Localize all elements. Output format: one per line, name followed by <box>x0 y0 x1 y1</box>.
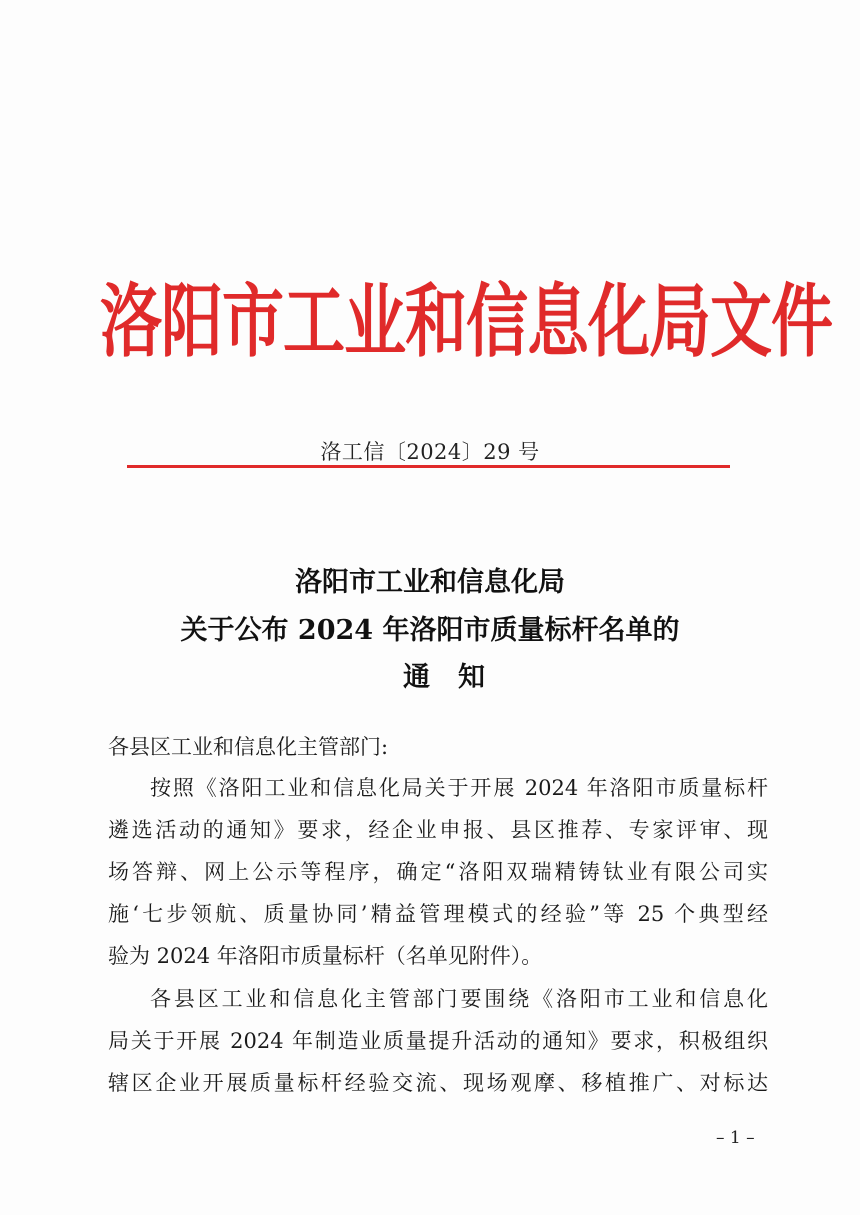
paragraph-line: 施‘七步领航、质量协同’精益管理模式的经验”等 25 个典型经 <box>108 902 768 926</box>
body-paragraph-1 <box>108 767 768 977</box>
paragraph-line: 场答辩、网上公示等程序，确定“洛阳双瑞精铸钛业有限公司实 <box>108 860 768 884</box>
page-number: – 1 – <box>716 1128 755 1148</box>
red-divider-line <box>127 465 730 468</box>
paragraph-line: 验为 2024 年洛阳市质量标杆（名单见附件）。 <box>108 944 543 968</box>
salutation: 各县区工业和信息化主管部门: <box>108 735 389 759</box>
document-number: 洛工信〔2024〕29 号 <box>320 440 540 464</box>
masthead-title: 洛阳市工业和信息化局文件 <box>100 274 833 369</box>
notice-title-line-2: 关于公布 2024 年洛阳市质量标杆名单的 <box>180 615 680 646</box>
paragraph-line: 各县区工业和信息化主管部门要围绕《洛阳市工业和信息化 <box>150 987 768 1011</box>
body-paragraph-2 <box>108 978 768 1104</box>
paragraph-line: 辖区企业开展质量标杆经验交流、现场观摩、移植推广、对标达 <box>108 1071 768 1095</box>
paragraph-line: 遴选活动的通知》要求，经企业申报、县区推荐、专家评审、现 <box>108 818 768 842</box>
paragraph-line: 按照《洛阳工业和信息化局关于开展 2024 年洛阳市质量标杆 <box>150 776 768 800</box>
notice-title-line-3: 通知 <box>403 662 513 693</box>
paragraph-line: 局关于开展 2024 年制造业质量提升活动的通知》要求，积极组织 <box>108 1029 768 1053</box>
notice-title-line-1: 洛阳市工业和信息化局 <box>295 567 565 598</box>
